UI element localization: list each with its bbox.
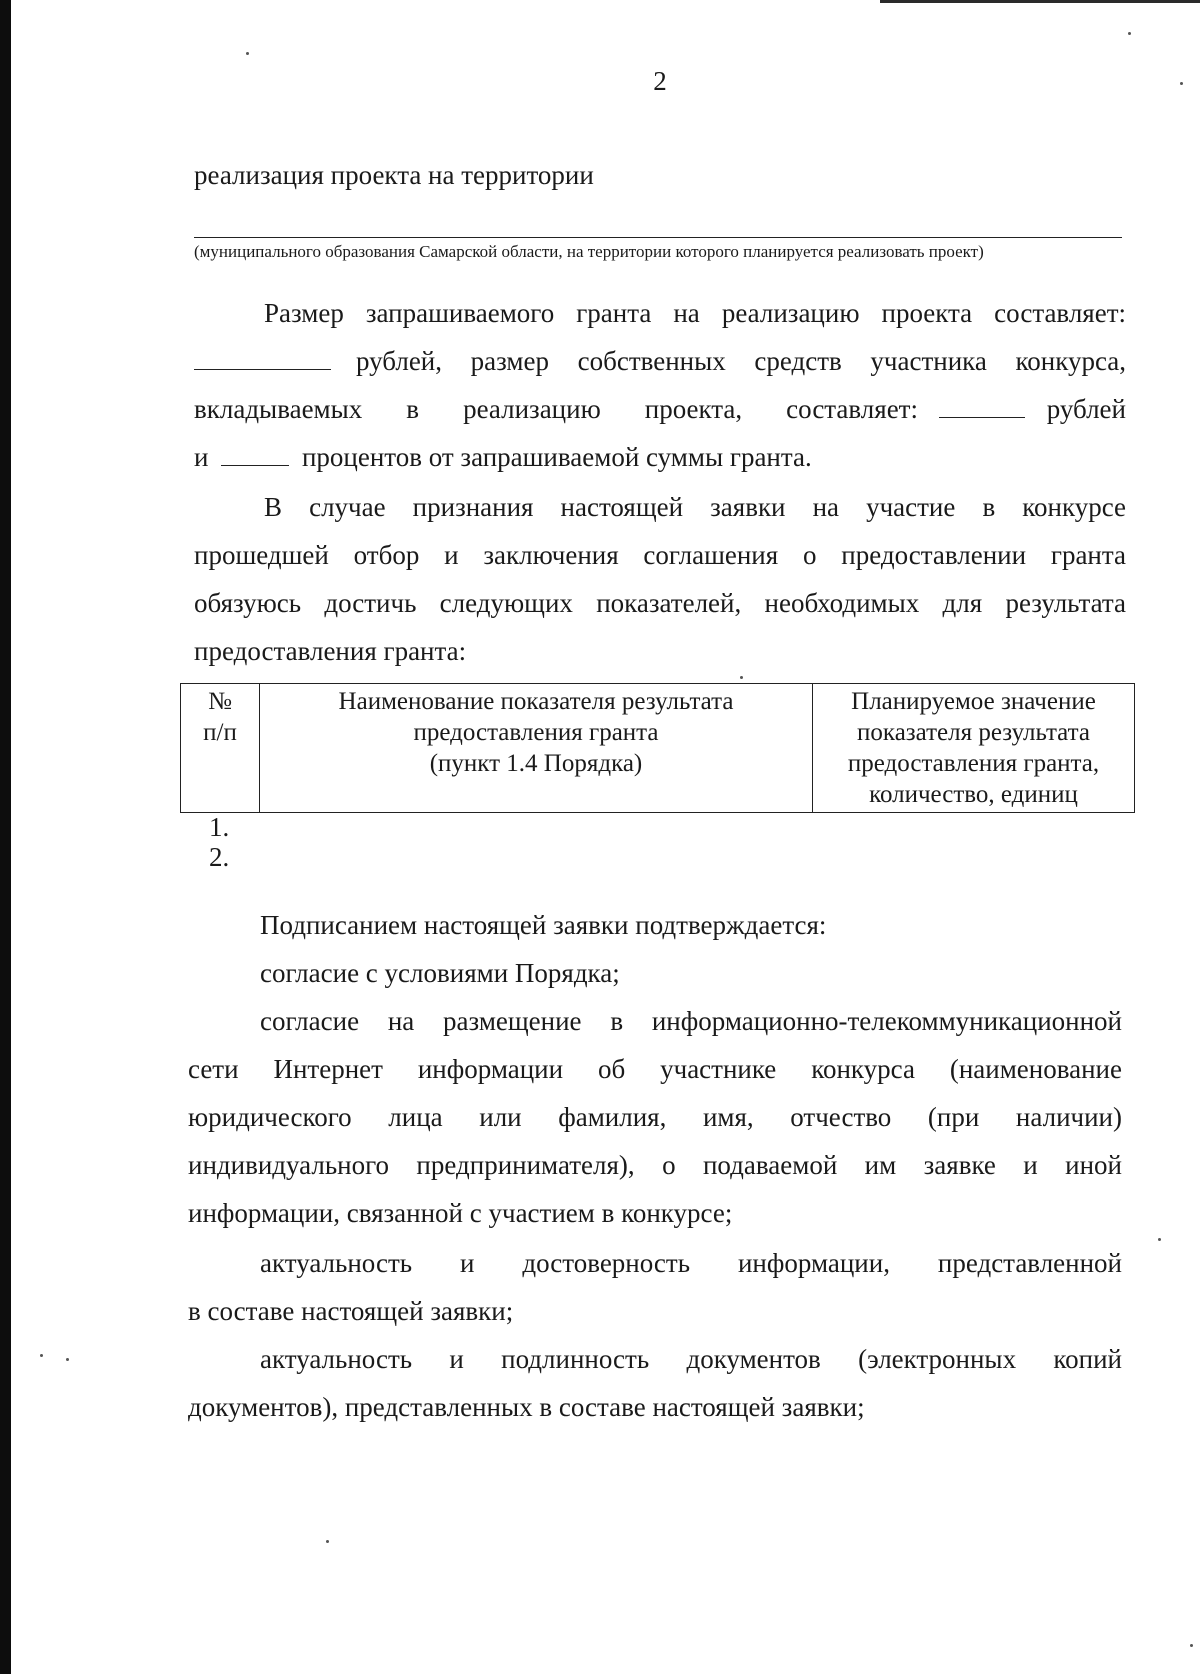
scan-speck: [1180, 82, 1183, 85]
obligation-line-1: В случае признания настоящей заявки на участие в конкурсе: [264, 492, 1126, 522]
grant-line-4-and: и: [194, 442, 209, 472]
confirm-item-2-line-2: сети Интернет информации об участнике конкурса (наименование: [188, 1054, 1122, 1084]
scan-speck: [1158, 1238, 1161, 1241]
confirm-heading: Подписанием настоящей заявки подтверждается:: [260, 910, 827, 940]
grant-line-2-text: рублей, размер собственных средств участника конкурса,: [356, 346, 1126, 376]
scan-left-edge: [0, 0, 11, 1674]
grant-line-1: Размер запрашиваемого гранта на реализацию проекта составляет:: [264, 298, 1126, 328]
grant-amount-blank: [194, 349, 331, 370]
grant-line-2: [194, 346, 1126, 377]
confirm-item-2-line-3: юридического лица или фамилия, имя, отчество (при наличии): [188, 1102, 1122, 1132]
indicators-table: [180, 683, 1135, 813]
territory-blank-line: [194, 237, 1122, 238]
page-number: 2: [653, 66, 667, 96]
territory-line: реализация проекта на территории: [194, 160, 594, 190]
confirm-item-3-line-2: в составе настоящей заявки;: [188, 1296, 514, 1326]
obligation-line-3: обязуюсь достичь следующих показателей, необходимых для результата: [194, 588, 1126, 618]
confirm-item-2-line-5: информации, связанной с участием в конкурсе;: [188, 1198, 733, 1228]
grant-line-3-unit: рублей: [1046, 394, 1126, 424]
scan-speck: [40, 1354, 43, 1357]
scan-speck: [326, 1540, 329, 1543]
scan-speck: [740, 676, 743, 679]
table-row: 1.: [209, 812, 230, 842]
territory-caption: (муниципального образования Самарской области, на территории которого планируется реализовать проект): [194, 242, 984, 261]
own-funds-blank: [939, 397, 1025, 418]
scan-speck: [1128, 32, 1131, 35]
confirm-item-2-line-4: индивидуального предпринимателя), о подаваемой им заявке и иной: [188, 1150, 1122, 1180]
scan-top-edge: [880, 0, 1200, 3]
table-header-row: [181, 684, 1135, 813]
confirm-item-4-line-1: актуальность и подлинность документов (электронных копий: [260, 1344, 1122, 1374]
grant-line-4-text: процентов от запрашиваемой суммы гранта.: [301, 442, 812, 472]
table-rows: [209, 812, 229, 872]
scan-speck: [246, 52, 249, 55]
table-row: 2.: [209, 842, 230, 872]
confirm-item-4-line-2: документов), представленных в составе настоящей заявки;: [188, 1392, 865, 1422]
scan-speck: [66, 1358, 69, 1361]
confirm-item-3-line-1: актуальность и достоверность информации, представленной: [260, 1248, 1122, 1278]
header-planned-value: Планируемое значение показателя результата предоставления гранта, количество, единиц: [813, 684, 1135, 813]
header-number: № п/п: [181, 684, 260, 813]
grant-line-3: [194, 394, 1126, 425]
obligation-line-2: прошедшей отбор и заключения соглашения о предоставлении гранта: [194, 540, 1126, 570]
confirm-item-1: согласие с условиями Порядка;: [260, 958, 620, 988]
scan-speck: [1190, 1644, 1193, 1647]
percent-blank: [221, 445, 289, 466]
grant-line-3-text: вкладываемых в реализацию проекта, составляет:: [194, 394, 918, 424]
header-indicator-name: Наименование показателя результата предоставления гранта (пункт 1.4 Порядка): [260, 684, 813, 813]
obligation-line-4: предоставления гранта:: [194, 636, 467, 666]
confirm-item-2-line-1: согласие на размещение в информационно-телекоммуникационной: [260, 1006, 1122, 1036]
grant-line-4: [194, 442, 812, 473]
